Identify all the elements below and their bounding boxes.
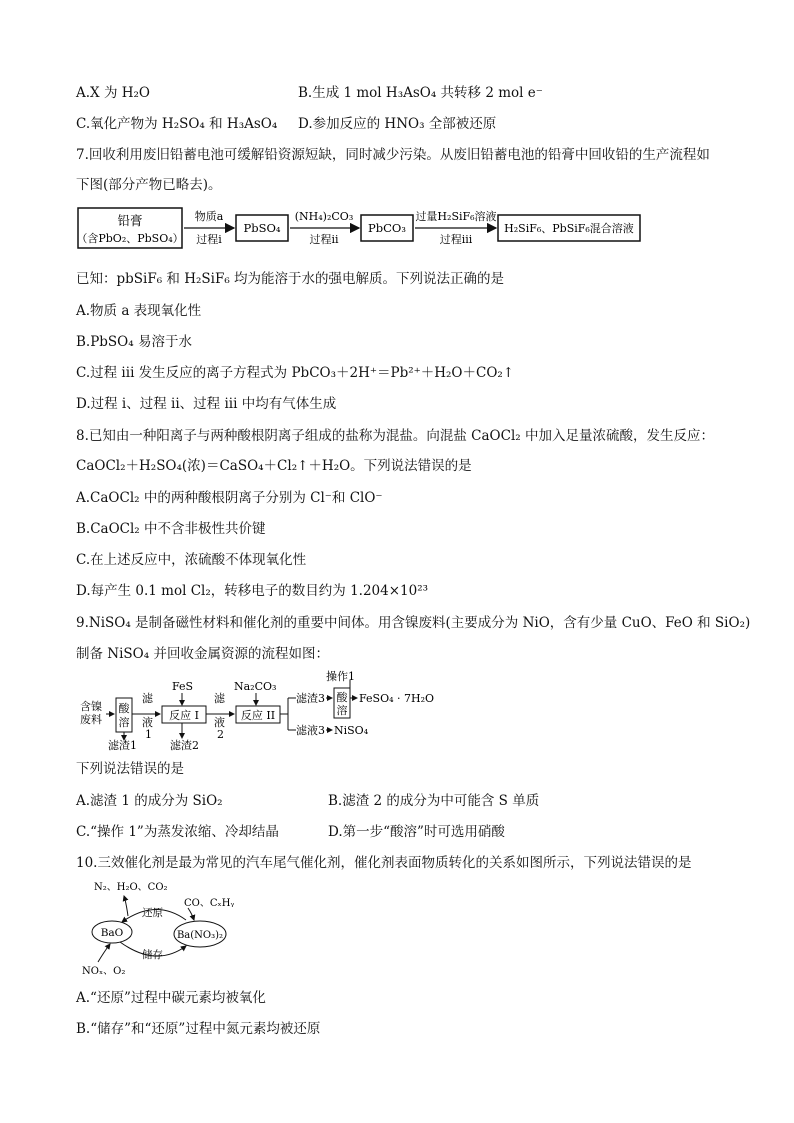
q9-filtrate-2-a: 滤 — [214, 692, 225, 705]
flow-arrow-1-reagent: 物质a — [194, 210, 224, 223]
q9-residue-3: 滤渣3 — [296, 692, 325, 705]
q9-option-c: C.“操作 1”为蒸发浓缩、冷却结晶 — [76, 824, 279, 840]
q9-filtrate-3: 滤液3 — [296, 724, 325, 737]
q10-option-b: B.“储存”和“还原”过程中氮元素均被还原 — [76, 1021, 321, 1037]
q6-option-c: C.氧化产物为 H₂SO₄ 和 H₃AsO₄ — [76, 116, 278, 132]
q9-product-feso4: FeSO₄ · 7H₂O — [359, 692, 435, 705]
q8-stem-line2: CaOCl₂＋H₂SO₄(浓)＝CaSO₄＋Cl₂↑＋H₂O。下列说法错误的是 — [76, 458, 472, 474]
q6-option-d: D.参加反应的 HNO₃ 全部被还原 — [298, 116, 497, 132]
q7-option-c: C.过程 iii 发生反应的离子方程式为 PbCO₃＋2H⁺＝Pb²⁺＋H₂O＋CO₂↑ — [76, 365, 515, 381]
q6-option-a: A.X 为 H₂O — [76, 85, 150, 101]
q7-stem-line2: 下图(部分产物已略去)。 — [76, 177, 222, 193]
flow-box-mixed-solution-label: H₂SiF₆、PbSiF₆混合溶液 — [504, 222, 634, 235]
q9-filtrate-1-b: 液 — [142, 716, 153, 729]
q9-option-b: B.滤渣 2 的成分为中可能含 S 单质 — [328, 793, 540, 809]
q10-store-label: 储存 — [142, 949, 163, 961]
q9-residue-2: 滤渣2 — [170, 739, 199, 752]
q9-residue-1: 滤渣1 — [108, 739, 137, 752]
q7-known: 已知：pbSiF₆ 和 H₂SiF₆ 均为能溶于水的强电解质。下列说法正确的是 — [76, 271, 505, 287]
q10-nox-label: NOₓ、O₂ — [82, 966, 126, 977]
q10-bao-label: BaO — [100, 927, 124, 939]
q9-na2co3-reagent: Na₂CO₃ — [234, 680, 277, 693]
q7-option-b: B.PbSO₄ 易溶于水 — [76, 334, 192, 350]
q9-option-a: A.滤渣 1 的成分为 SiO₂ — [76, 793, 223, 809]
flow-arrow-2-reagent: (NH₄)₂CO₃ — [294, 210, 354, 223]
flow-box-pbso4-label: PbSO₄ — [243, 221, 281, 235]
flow-box-pbco3-label: PbCO₃ — [368, 221, 406, 235]
q10-reduce-label: 还原 — [142, 907, 163, 919]
q9-flow-diagram — [76, 668, 436, 752]
q9-filtrate-1-c: 1 — [145, 728, 152, 741]
q7-stem-line1: 7.回收利用废旧铅蓄电池可缓解铅资源短缺，同时减少污染。从废旧铅蓄电池的铅膏中回收铅的生产流程如 — [76, 147, 710, 163]
q7-flow-diagram — [76, 198, 716, 258]
q9-product-niso4: NiSO₄ — [334, 724, 369, 737]
q9-filtrate-1-a: 滤 — [142, 692, 153, 705]
q9-fes-reagent: FeS — [172, 680, 194, 693]
q9-feed-line2: 废料 — [80, 713, 102, 726]
q10-option-a: A.“还原”过程中碳元素均被氧化 — [76, 990, 266, 1006]
q9-option-d: D.第一步“酸溶”时可选用硝酸 — [328, 824, 505, 840]
flow-arrow-3-step: 过程iii — [439, 233, 473, 246]
q9-filtrate-2-c: 2 — [217, 728, 224, 741]
q8-option-a: A.CaOCl₂ 中的两种酸根阴离子分别为 Cl⁻和 ClO⁻ — [76, 490, 383, 506]
q10-products-label: N₂、H₂O、CO₂ — [94, 882, 168, 893]
q9-acid-box-2-label-b: 溶 — [336, 704, 348, 717]
q10-reductants-label: CO、CₓHᵧ — [184, 898, 235, 909]
q9-acid-box-2-label-a: 酸 — [336, 691, 348, 704]
q9-reaction-2-label: 反应 II — [240, 709, 276, 722]
q6-option-b: B.生成 1 mol H₃AsO₄ 共转移 2 mol e⁻ — [298, 85, 543, 101]
flow-arrow-2-step: 过程ii — [309, 233, 339, 246]
flow-box-mixed-solution — [498, 215, 640, 241]
flow-arrow-1-step: 过程i — [196, 233, 222, 246]
q10-catalyst-diagram — [76, 876, 266, 980]
flow-box-lead-paste — [76, 208, 183, 248]
q7-option-a: A.物质 a 表现氧化性 — [76, 303, 202, 319]
q9-acid-box-1-label-a: 酸 — [118, 702, 130, 715]
q7-option-d: D.过程 i、过程 ii、过程 iii 中均有气体生成 — [76, 396, 337, 412]
q9-ask: 下列说法错误的是 — [76, 761, 184, 777]
flow-arrow-3-reagent: 过量H₂SiF₆溶液 — [415, 210, 497, 223]
q9-filtrate-2-b: 液 — [214, 716, 225, 729]
q8-option-b: B.CaOCl₂ 中不含非极性共价键 — [76, 521, 266, 537]
q10-bano3-label: Ba(NO₃)₂ — [176, 930, 224, 941]
q9-operation-1: 操作1 — [326, 670, 355, 683]
flow-box-lead-paste-note: （含PbO₂、PbSO₄） — [76, 232, 184, 245]
flow-box-pbco3 — [361, 215, 413, 241]
q9-stem-line1: 9.NiSO₄ 是制备磁性材料和催化剂的重要中间体。用含镍废料(主要成分为 NiO，含有少量 CuO、FeO 和 SiO₂) — [76, 615, 751, 631]
q9-reaction-1-label: 反应 I — [169, 709, 199, 722]
q9-feed-line1: 含镍 — [80, 700, 102, 713]
flow-box-pbso4 — [236, 215, 288, 241]
q8-option-d: D.每产生 0.1 mol Cl₂，转移电子的数目约为 1.204×10²³ — [76, 583, 429, 599]
q8-option-c: C.在上述反应中，浓硫酸不体现氧化性 — [76, 552, 307, 568]
q9-acid-box-1-label-b: 溶 — [118, 716, 130, 729]
q9-stem-line2: 制备 NiSO₄ 并回收金属资源的流程如图： — [76, 646, 329, 662]
flow-box-lead-paste-title: 铅膏 — [117, 213, 143, 228]
q8-stem-line1: 8.已知由一种阳离子与两种酸根阴离子组成的盐称为混盐。向混盐 CaOCl₂ 中加入足量浓硫酸，发生反应： — [76, 428, 714, 444]
q10-stem: 10.三效催化剂是最为常见的汽车尾气催化剂，催化剂表面物质转化的关系如图所示，下列说法错误的是 — [76, 855, 692, 871]
